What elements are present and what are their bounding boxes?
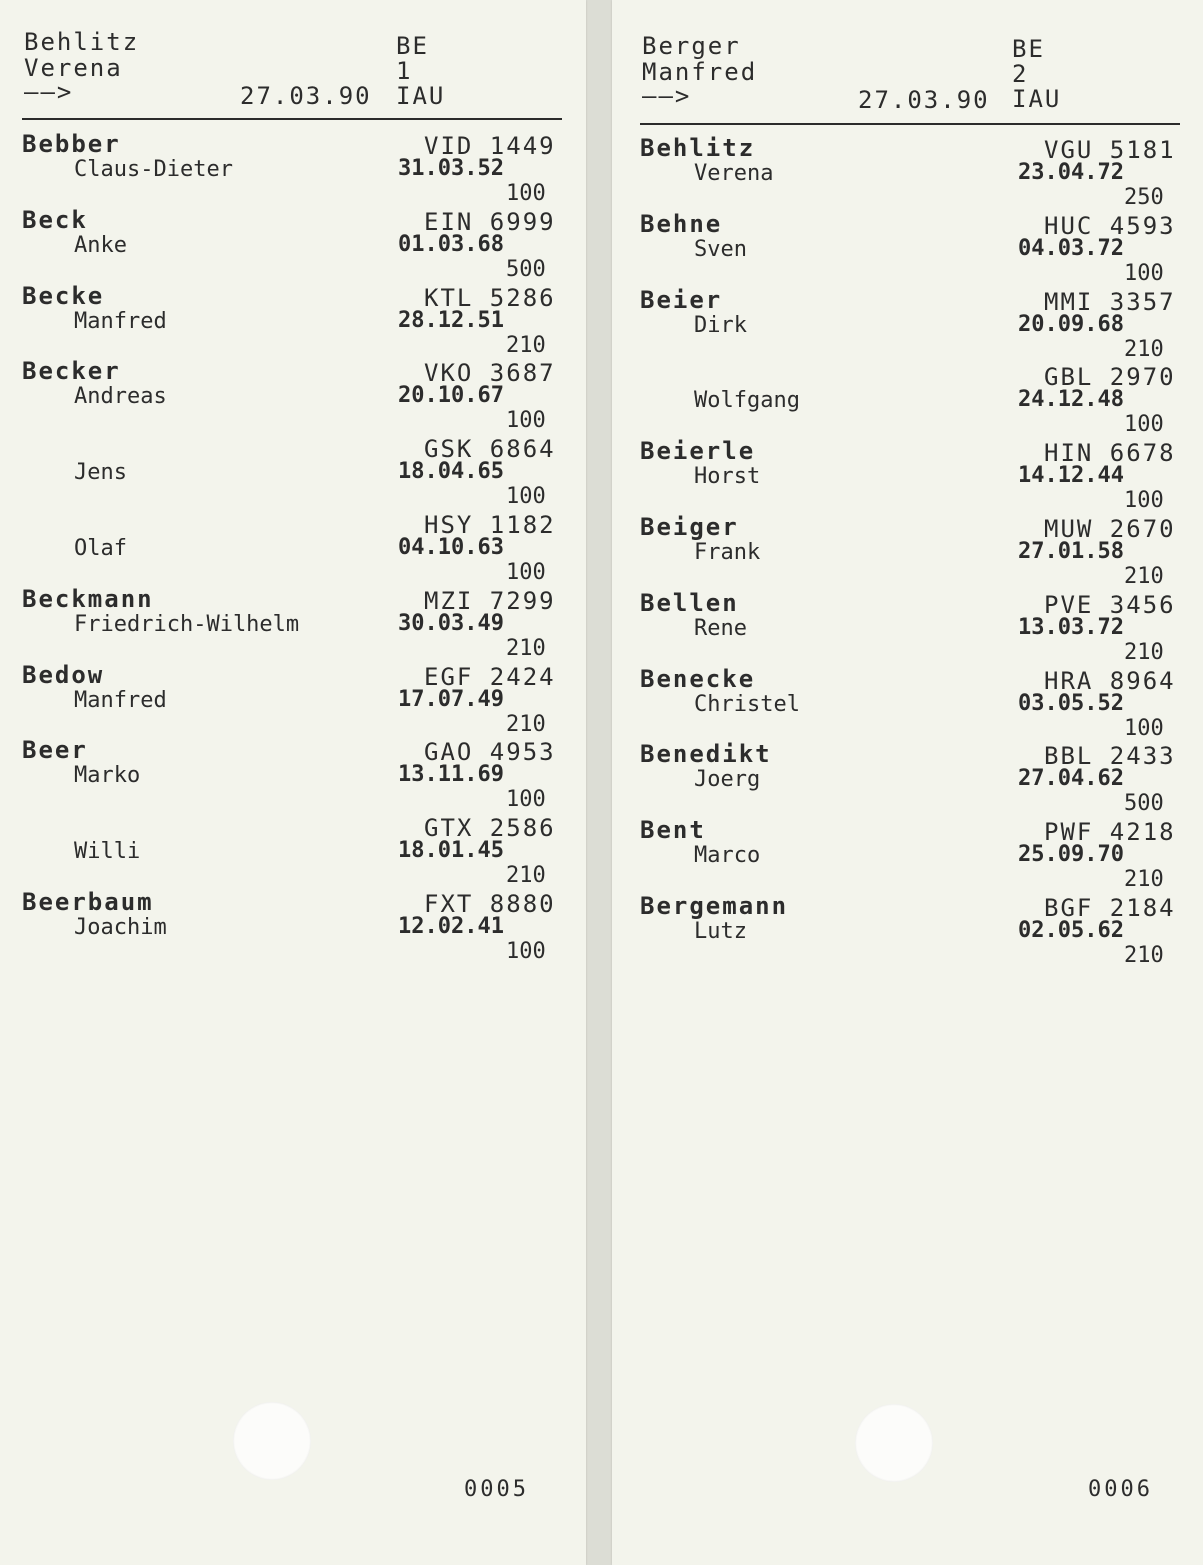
- record-firstname: Jens: [74, 460, 127, 486]
- record-code: MMI 3357: [1044, 287, 1176, 316]
- record-row: [612, 589, 1203, 665]
- record-firstname: Friedrich-Wilhelm: [74, 611, 300, 637]
- record-surname: Bedow: [22, 660, 105, 689]
- record-surname: Behne: [640, 209, 723, 238]
- record-row: [0, 509, 586, 585]
- record-code: KTL 5286: [424, 283, 556, 312]
- record-firstname: Andreas: [74, 384, 167, 410]
- header-surname: Behlitz: [24, 28, 140, 56]
- record-row: [612, 816, 1203, 892]
- record-surname: Beer: [22, 736, 88, 765]
- record-surname: Beck: [22, 205, 88, 234]
- record-surname: Beiger: [640, 513, 739, 541]
- record-birthdate: 31.03.52: [398, 156, 504, 181]
- record-code: HIN 6678: [1044, 439, 1176, 468]
- record-amount: 210: [506, 863, 546, 889]
- record-row: [0, 282, 586, 358]
- record-firstname: Manfred: [74, 308, 167, 334]
- record-firstname: Sven: [694, 236, 747, 262]
- record-amount: 210: [506, 711, 546, 737]
- record-surname: Benecke: [640, 664, 756, 693]
- record-birthdate: 20.09.68: [1018, 311, 1124, 337]
- record-firstname: Dirk: [694, 312, 747, 338]
- record-firstname: Willi: [74, 839, 141, 865]
- record-surname: Benedikt: [640, 740, 772, 769]
- record-firstname: Christel: [694, 691, 800, 717]
- record-amount: 100: [506, 408, 546, 434]
- record-code: VKO 3687: [424, 359, 556, 388]
- card-number: 0006: [1088, 1477, 1153, 1502]
- record-surname: Becker: [22, 357, 121, 386]
- header-divider: [640, 123, 1180, 125]
- record-birthdate: 03.05.52: [1018, 690, 1124, 716]
- record-firstname: Olaf: [74, 536, 127, 561]
- record-amount: 100: [506, 939, 546, 964]
- index-card-right: [612, 0, 1203, 1565]
- record-firstname: Anke: [74, 232, 127, 258]
- record-firstname: Rene: [694, 615, 747, 641]
- record-amount: 100: [506, 787, 546, 813]
- record-surname: Bent: [640, 816, 706, 845]
- record-row: [612, 286, 1203, 362]
- record-birthdate: 13.11.69: [398, 762, 504, 788]
- card-number: 0005: [464, 1477, 529, 1502]
- header-date: 27.03.90: [240, 82, 372, 110]
- record-firstname: Manfred: [74, 687, 167, 713]
- record-amount: 210: [1124, 867, 1164, 893]
- record-surname: Bellen: [640, 588, 739, 617]
- header-firstname: Manfred: [642, 58, 758, 86]
- record-row: [0, 585, 586, 661]
- record-firstname: Wolfgang: [694, 388, 800, 414]
- record-birthdate: 17.07.49: [398, 686, 504, 712]
- card-gap: [586, 0, 612, 1565]
- record-firstname: Frank: [694, 540, 761, 565]
- record-row: [612, 892, 1203, 968]
- header-iau: IAU: [396, 82, 446, 110]
- arrow-icon: ——>: [24, 78, 74, 106]
- record-row: [612, 437, 1203, 513]
- record-birthdate: 04.10.63: [398, 535, 504, 560]
- record-amount: 100: [506, 181, 546, 206]
- record-amount: 210: [1124, 943, 1164, 968]
- record-amount: 100: [1124, 260, 1164, 286]
- header-code: BE: [1012, 35, 1045, 63]
- record-row: [612, 740, 1203, 816]
- record-birthdate: 18.04.65: [398, 459, 504, 485]
- record-amount: 100: [1124, 715, 1164, 741]
- header-firstname: Verena: [24, 54, 123, 82]
- header-date: 27.03.90: [858, 86, 990, 114]
- arrow-icon: ——>: [642, 82, 692, 110]
- record-code: FXT 8880: [424, 890, 556, 918]
- record-birthdate: 01.03.68: [398, 231, 504, 257]
- record-code: GTX 2586: [424, 814, 556, 843]
- record-birthdate: 23.04.72: [1018, 160, 1124, 185]
- record-birthdate: 04.03.72: [1018, 235, 1124, 261]
- record-birthdate: 25.09.70: [1018, 842, 1124, 868]
- record-code: PWF 4218: [1044, 818, 1176, 847]
- header-number: 1: [396, 57, 413, 85]
- record-firstname: Lutz: [694, 919, 747, 944]
- header-surname: Berger: [642, 32, 741, 60]
- record-amount: 500: [1124, 791, 1164, 817]
- record-row: [0, 433, 586, 509]
- header-number: 2: [1012, 60, 1029, 88]
- record-code: BBL 2433: [1044, 742, 1176, 771]
- record-amount: 100: [1124, 412, 1164, 438]
- record-birthdate: 20.10.67: [398, 383, 504, 409]
- record-birthdate: 28.12.51: [398, 307, 504, 333]
- punch-hole: [233, 1402, 311, 1480]
- record-birthdate: 12.02.41: [398, 914, 504, 939]
- record-surname: Bergemann: [640, 892, 789, 920]
- record-row: [0, 206, 586, 282]
- record-code: HUC 4593: [1044, 211, 1176, 240]
- record-row: [0, 130, 586, 206]
- record-amount: 100: [506, 484, 546, 510]
- record-firstname: Joachim: [74, 915, 167, 940]
- record-surname: Beerbaum: [22, 888, 154, 916]
- header-iau: IAU: [1012, 85, 1062, 113]
- record-code: VID 1449: [424, 132, 556, 160]
- record-row: [612, 513, 1203, 589]
- punch-hole: [855, 1404, 933, 1482]
- record-firstname: Joerg: [694, 767, 761, 793]
- record-firstname: Horst: [694, 464, 761, 490]
- record-firstname: Marco: [694, 843, 761, 869]
- record-surname: Behlitz: [640, 134, 756, 162]
- record-surname: Beierle: [640, 437, 756, 466]
- record-row: [0, 357, 586, 433]
- record-birthdate: 27.04.62: [1018, 766, 1124, 792]
- record-amount: 500: [506, 256, 546, 282]
- record-birthdate: 02.05.62: [1018, 918, 1124, 943]
- record-row: [0, 736, 586, 812]
- record-birthdate: 30.03.49: [398, 610, 504, 636]
- record-row: [612, 361, 1203, 437]
- record-code: VGU 5181: [1044, 136, 1176, 164]
- record-row: [612, 210, 1203, 286]
- record-row: [0, 888, 586, 964]
- record-surname: Beckmann: [22, 584, 154, 613]
- record-code: BGF 2184: [1044, 894, 1176, 922]
- record-firstname: Marko: [74, 763, 141, 789]
- record-birthdate: 27.01.58: [1018, 539, 1124, 564]
- record-amount: 100: [1124, 488, 1164, 514]
- record-amount: 210: [1124, 564, 1164, 589]
- record-code: HSY 1182: [424, 511, 556, 539]
- record-code: GAO 4953: [424, 738, 556, 767]
- index-card-left: [0, 0, 586, 1565]
- record-code: MZI 7299: [424, 586, 556, 615]
- header-code: BE: [396, 32, 429, 60]
- record-birthdate: 18.01.45: [398, 838, 504, 864]
- record-birthdate: 14.12.44: [1018, 463, 1124, 489]
- record-surname: Beier: [640, 285, 723, 314]
- record-code: MUW 2670: [1044, 515, 1176, 543]
- record-row: [0, 661, 586, 737]
- record-amount: 210: [1124, 639, 1164, 665]
- record-birthdate: 24.12.48: [1018, 387, 1124, 413]
- record-amount: 210: [506, 635, 546, 661]
- record-code: GSK 6864: [424, 435, 556, 464]
- header-divider: [22, 118, 562, 120]
- record-amount: 210: [1124, 336, 1164, 362]
- record-surname: Bebber: [22, 130, 121, 158]
- record-amount: 100: [506, 560, 546, 585]
- record-code: GBL 2970: [1044, 363, 1176, 392]
- record-firstname: Verena: [694, 161, 774, 186]
- record-code: EIN 6999: [424, 207, 556, 236]
- record-code: EGF 2424: [424, 662, 556, 691]
- record-surname: Becke: [22, 281, 105, 310]
- record-code: PVE 3456: [1044, 590, 1176, 619]
- record-row: [612, 134, 1203, 210]
- record-row: [0, 812, 586, 888]
- record-amount: 210: [506, 332, 546, 358]
- record-row: [612, 665, 1203, 741]
- record-code: HRA 8964: [1044, 666, 1176, 695]
- record-birthdate: 13.03.72: [1018, 614, 1124, 640]
- record-amount: 250: [1124, 185, 1164, 210]
- record-firstname: Claus-Dieter: [74, 157, 233, 182]
